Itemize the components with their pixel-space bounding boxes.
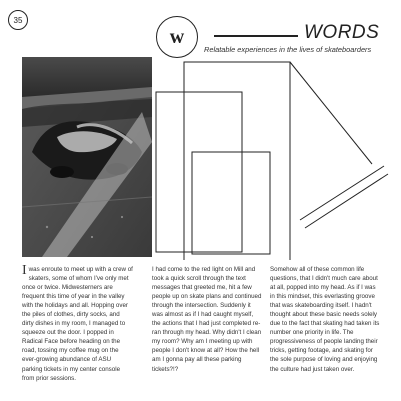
magazine-logo: w	[156, 16, 198, 58]
section-title: WORDS	[304, 22, 380, 43]
outline-rect-left	[156, 92, 242, 252]
article-column-1	[22, 265, 133, 383]
diagonal-line-top	[290, 62, 372, 164]
article-column-3: Somehow all of these common life questions, that I didn't much care about at all, popped into my head. As if I was in this mindset, this everlasting groove that was skateboarding itself. I hadn't thought about these basic needs solely due to the fact that skating had taken its number one priority in life. The progressiveness of people landing their tricks, getting footage, and skating for the sole purpose of loving and enjoying the culture had just taken over.	[270, 266, 380, 373]
header-rule	[214, 35, 298, 37]
drop-cap: I	[22, 263, 27, 278]
section-subtitle: Relatable experiences in the lives of skateboarders	[204, 45, 372, 54]
outline-rect-bottom	[192, 152, 270, 254]
article-column-2: I had come to the red light on Mill and took a quick scroll through the text messages that greeted me, hit a few people up on skate plans and continued through the intersection. Suddenly it was almost as if I had caught myself, the actions that I had just completed re-ran through my head. Why didn't I clean my room? Why am I meeting up with people I don't know at all? How the hell am I gonna pay all these parking tickets?!?	[152, 266, 262, 373]
article-text-1: was enroute to meet up with a crew of skaters, some of whom I've only met once or twice. Midwesterners are frequent this time of year in the valley with the holidays and all. Hopping over the piles of clothes, dirty socks, and dirty dishes in my room, I managed to squeeze out the door. I popped in Radical Face before heading on the road, tossing my coffee mug on the ever-growing abundance of ASU parking tickets in my center console from prior sessions.	[22, 266, 133, 382]
diagonal-line-a	[300, 166, 384, 220]
decorative-line-graphic	[150, 50, 395, 260]
skateboard-photo	[22, 57, 152, 257]
diagonal-line-b	[305, 174, 388, 228]
page-number: 35	[8, 10, 28, 30]
photo-image	[22, 57, 152, 257]
